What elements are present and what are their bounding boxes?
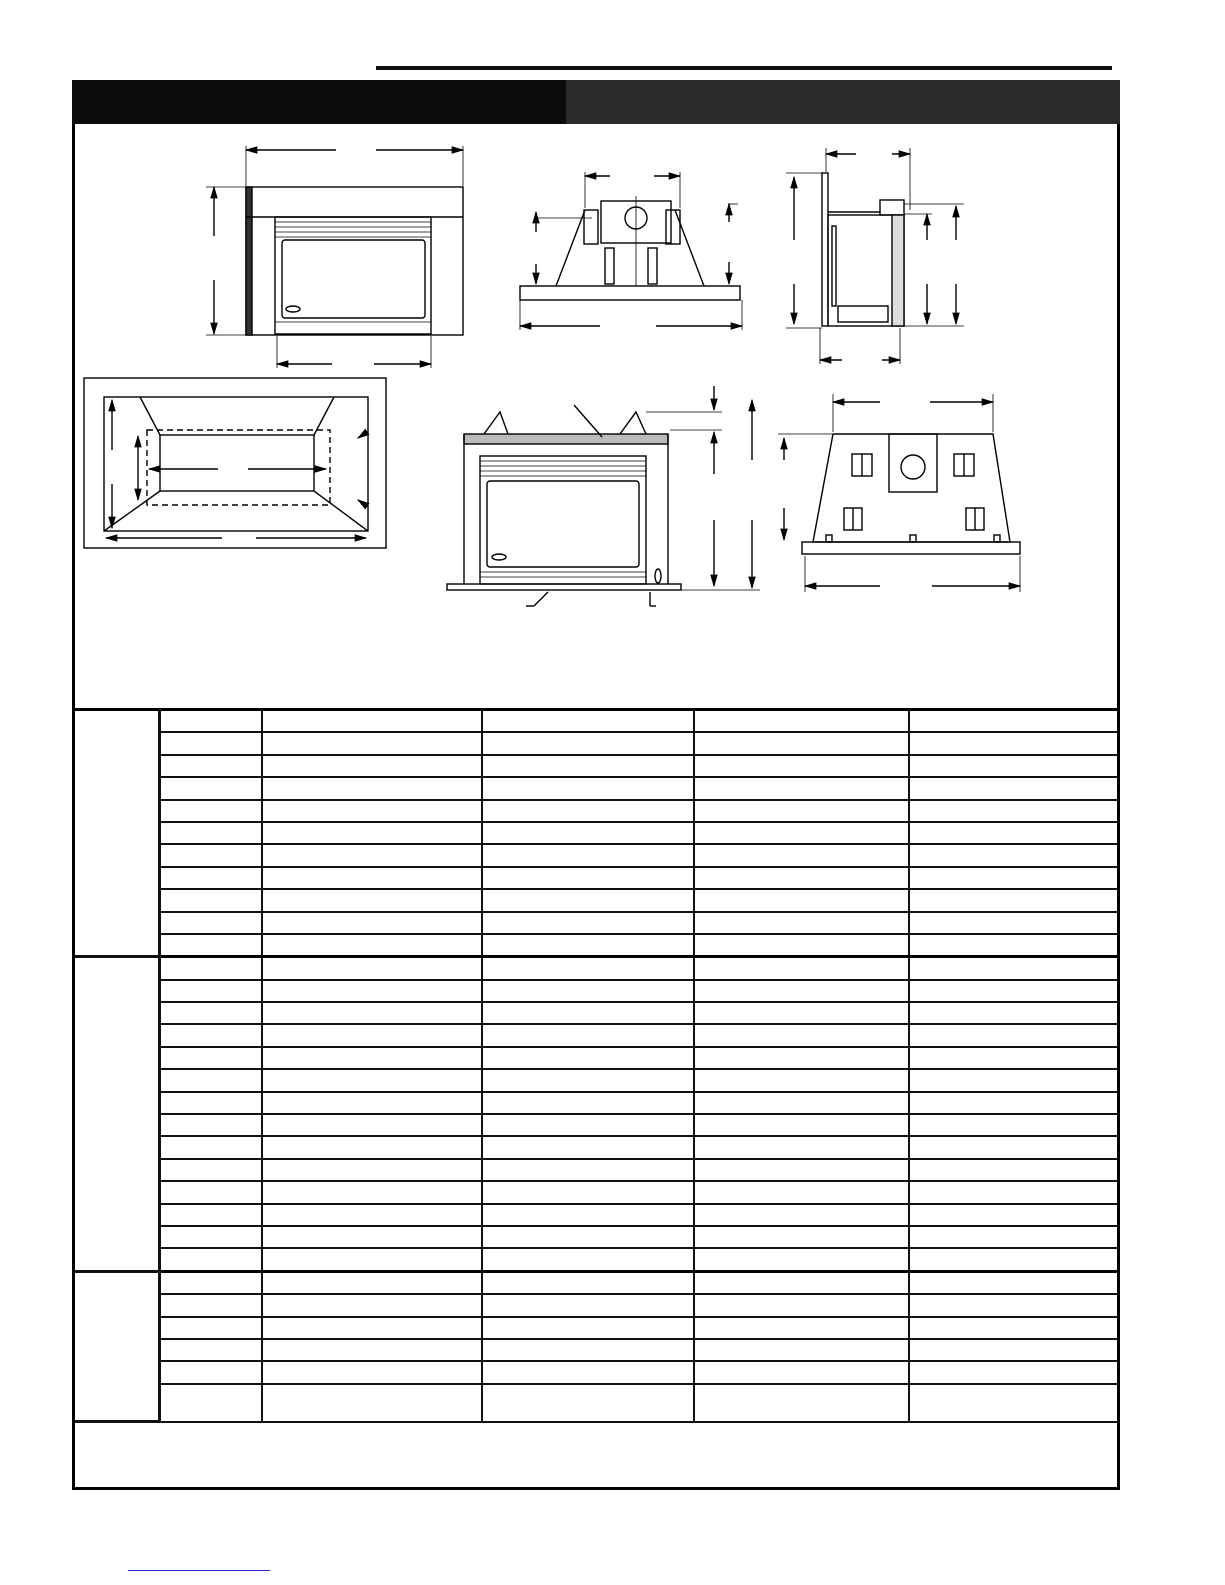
table-cell bbox=[694, 889, 909, 911]
table-row bbox=[75, 732, 1117, 754]
table-cell bbox=[159, 1159, 262, 1181]
table-cell bbox=[262, 889, 482, 911]
table-cell bbox=[262, 777, 482, 799]
table-cell bbox=[262, 1361, 482, 1383]
table-cell bbox=[482, 867, 694, 889]
table-cell bbox=[159, 1114, 262, 1136]
table-row bbox=[75, 1384, 1117, 1422]
table-cell bbox=[159, 844, 262, 866]
top-rule bbox=[376, 66, 1112, 70]
table-cell bbox=[482, 1384, 694, 1422]
table-cell bbox=[482, 1002, 694, 1024]
table-cell bbox=[909, 1294, 1117, 1316]
table-cell bbox=[909, 1317, 1117, 1339]
table-cell bbox=[909, 1092, 1117, 1114]
table-cell bbox=[262, 1204, 482, 1226]
table-row bbox=[75, 777, 1117, 799]
table-cell bbox=[482, 1294, 694, 1316]
table-cell bbox=[694, 755, 909, 777]
table-cell bbox=[694, 1317, 909, 1339]
table-cell bbox=[909, 1361, 1117, 1383]
table-cell bbox=[262, 1384, 482, 1422]
table-row bbox=[75, 822, 1117, 844]
table-cell bbox=[482, 1136, 694, 1158]
table-cell bbox=[694, 1136, 909, 1158]
table-cell bbox=[909, 867, 1117, 889]
table-cell bbox=[159, 800, 262, 822]
table-cell bbox=[262, 1002, 482, 1024]
table-cell bbox=[482, 1047, 694, 1069]
table-cell bbox=[694, 1271, 909, 1294]
table-cell bbox=[694, 1339, 909, 1361]
table-cell bbox=[909, 1024, 1117, 1046]
table-cell bbox=[909, 1159, 1117, 1181]
rear-view-drawing bbox=[778, 394, 1020, 592]
table-cell bbox=[909, 822, 1117, 844]
section-label bbox=[75, 1271, 159, 1421]
table-cell bbox=[909, 1204, 1117, 1226]
table-cell bbox=[159, 1384, 262, 1422]
table-cell bbox=[694, 1092, 909, 1114]
table-cell bbox=[909, 755, 1117, 777]
table-row bbox=[75, 934, 1117, 957]
table-cell bbox=[694, 1384, 909, 1422]
table-cell bbox=[694, 1114, 909, 1136]
table-row bbox=[75, 1092, 1117, 1114]
table-cell bbox=[482, 1024, 694, 1046]
table-row bbox=[75, 800, 1117, 822]
table-cell bbox=[694, 934, 909, 957]
table-cell bbox=[262, 1092, 482, 1114]
table-cell bbox=[909, 1339, 1117, 1361]
table-cell bbox=[694, 800, 909, 822]
table-cell bbox=[909, 777, 1117, 799]
table-cell bbox=[482, 1248, 694, 1271]
table-cell bbox=[482, 1204, 694, 1226]
section-label bbox=[75, 957, 159, 1271]
table-cell bbox=[262, 1159, 482, 1181]
table-row bbox=[75, 1294, 1117, 1316]
table-row bbox=[75, 1181, 1117, 1203]
table-cell bbox=[262, 1339, 482, 1361]
table-cell bbox=[262, 934, 482, 957]
table-cell bbox=[159, 1271, 262, 1294]
table-cell bbox=[694, 1226, 909, 1248]
table-cell bbox=[262, 912, 482, 934]
table-row bbox=[75, 1024, 1117, 1046]
table-cell bbox=[482, 1339, 694, 1361]
table-cell bbox=[262, 1271, 482, 1294]
top-view-drawing bbox=[520, 172, 742, 330]
table-row bbox=[75, 1226, 1117, 1248]
table-cell bbox=[262, 1024, 482, 1046]
table-cell bbox=[159, 1317, 262, 1339]
table-cell bbox=[909, 912, 1117, 934]
table-cell bbox=[909, 889, 1117, 911]
table-cell bbox=[262, 867, 482, 889]
table-cell bbox=[694, 822, 909, 844]
front-view-drawing bbox=[206, 146, 463, 368]
table-cell bbox=[262, 1317, 482, 1339]
dimension-drawings bbox=[72, 124, 1120, 708]
table-cell bbox=[694, 1024, 909, 1046]
table-row bbox=[75, 844, 1117, 866]
table-cell bbox=[694, 1361, 909, 1383]
table-cell bbox=[482, 1361, 694, 1383]
table-cell bbox=[909, 980, 1117, 1002]
table-cell bbox=[694, 1047, 909, 1069]
table-cell bbox=[159, 957, 262, 980]
table-cell bbox=[694, 732, 909, 754]
table-cell bbox=[909, 1047, 1117, 1069]
table-cell bbox=[159, 710, 262, 733]
table-cell bbox=[694, 1002, 909, 1024]
table-cell bbox=[159, 1181, 262, 1203]
table-cell bbox=[909, 1069, 1117, 1091]
table-row bbox=[75, 867, 1117, 889]
table-cell bbox=[909, 1114, 1117, 1136]
table-row bbox=[75, 1248, 1117, 1271]
table-cell bbox=[159, 889, 262, 911]
table-cell bbox=[262, 1294, 482, 1316]
table-cell bbox=[262, 1047, 482, 1069]
table-cell bbox=[482, 934, 694, 957]
table-cell bbox=[159, 1047, 262, 1069]
table-cell bbox=[909, 800, 1117, 822]
installed-view-drawing bbox=[447, 386, 760, 606]
table-row bbox=[75, 1204, 1117, 1226]
table-cell bbox=[262, 1248, 482, 1271]
table-cell bbox=[482, 980, 694, 1002]
table-row bbox=[75, 980, 1117, 1002]
table-cell bbox=[159, 1024, 262, 1046]
table-cell bbox=[694, 1069, 909, 1091]
table-cell bbox=[482, 732, 694, 754]
table-cell bbox=[262, 1181, 482, 1203]
table-cell bbox=[262, 732, 482, 754]
table-cell bbox=[694, 1159, 909, 1181]
table-cell bbox=[482, 755, 694, 777]
table-cell bbox=[909, 732, 1117, 754]
table-cell bbox=[262, 1069, 482, 1091]
table-cell bbox=[159, 1002, 262, 1024]
table-cell bbox=[694, 1248, 909, 1271]
table-row bbox=[75, 1317, 1117, 1339]
table-cell bbox=[482, 1226, 694, 1248]
table-row bbox=[75, 1069, 1117, 1091]
table-cell bbox=[482, 912, 694, 934]
table-cell bbox=[159, 1294, 262, 1316]
table-cell bbox=[159, 1339, 262, 1361]
table-cell bbox=[159, 1136, 262, 1158]
table-cell bbox=[909, 1181, 1117, 1203]
table-cell bbox=[159, 912, 262, 934]
table-cell bbox=[909, 1384, 1117, 1422]
header-bar bbox=[72, 80, 1120, 124]
table-cell bbox=[482, 800, 694, 822]
table-cell bbox=[262, 755, 482, 777]
table-cell bbox=[909, 957, 1117, 980]
table-cell bbox=[262, 957, 482, 980]
table-cell bbox=[262, 1114, 482, 1136]
table-cell bbox=[159, 755, 262, 777]
header-title-block bbox=[72, 80, 566, 124]
table-cell bbox=[482, 1271, 694, 1294]
footer-link[interactable] bbox=[128, 1570, 270, 1571]
section-label bbox=[75, 710, 159, 957]
specifications-table bbox=[75, 708, 1117, 1423]
table-cell bbox=[159, 1204, 262, 1226]
table-cell bbox=[694, 1294, 909, 1316]
table-cell bbox=[482, 822, 694, 844]
table-cell bbox=[694, 777, 909, 799]
table-cell bbox=[909, 1226, 1117, 1248]
table-cell bbox=[909, 1002, 1117, 1024]
table-cell bbox=[482, 844, 694, 866]
table-cell bbox=[262, 710, 482, 733]
table-cell bbox=[482, 1092, 694, 1114]
table-cell bbox=[159, 1361, 262, 1383]
table-cell bbox=[482, 1159, 694, 1181]
table-cell bbox=[482, 1317, 694, 1339]
table-cell bbox=[694, 1181, 909, 1203]
table-row bbox=[75, 912, 1117, 934]
table-cell bbox=[482, 1069, 694, 1091]
table-cell bbox=[482, 957, 694, 980]
table-row bbox=[75, 1136, 1117, 1158]
side-view-drawing bbox=[786, 148, 964, 364]
table-cell bbox=[909, 1248, 1117, 1271]
table-row bbox=[75, 957, 1117, 980]
table-cell bbox=[262, 800, 482, 822]
table-cell bbox=[159, 1226, 262, 1248]
table-row bbox=[75, 710, 1117, 733]
table-cell bbox=[159, 822, 262, 844]
table-cell bbox=[694, 1204, 909, 1226]
table-cell bbox=[262, 844, 482, 866]
table-row bbox=[75, 1159, 1117, 1181]
table-cell bbox=[694, 844, 909, 866]
table-cell bbox=[694, 957, 909, 980]
table-cell bbox=[262, 1226, 482, 1248]
table-row bbox=[75, 1114, 1117, 1136]
table-cell bbox=[694, 867, 909, 889]
table-cell bbox=[482, 1114, 694, 1136]
table-row bbox=[75, 755, 1117, 777]
table-cell bbox=[482, 777, 694, 799]
table-cell bbox=[482, 710, 694, 733]
table-cell bbox=[694, 710, 909, 733]
table-cell bbox=[159, 934, 262, 957]
table-cell bbox=[159, 980, 262, 1002]
table-row bbox=[75, 1047, 1117, 1069]
table-row bbox=[75, 1002, 1117, 1024]
table-cell bbox=[909, 710, 1117, 733]
table-cell bbox=[909, 1271, 1117, 1294]
table-cell bbox=[159, 1248, 262, 1271]
table-cell bbox=[159, 732, 262, 754]
table-cell bbox=[159, 777, 262, 799]
table-cell bbox=[159, 867, 262, 889]
table-cell bbox=[909, 934, 1117, 957]
table-cell bbox=[262, 1136, 482, 1158]
table-cell bbox=[482, 1181, 694, 1203]
table-cell bbox=[159, 1092, 262, 1114]
table-cell bbox=[694, 912, 909, 934]
table-row bbox=[75, 889, 1117, 911]
table-cell bbox=[262, 980, 482, 1002]
table-row bbox=[75, 1361, 1117, 1383]
table-cell bbox=[909, 1136, 1117, 1158]
table-row bbox=[75, 1271, 1117, 1294]
table-row bbox=[75, 1339, 1117, 1361]
table-cell bbox=[694, 980, 909, 1002]
table-cell bbox=[909, 844, 1117, 866]
table-cell bbox=[482, 889, 694, 911]
table-cell bbox=[159, 1069, 262, 1091]
table-cell bbox=[262, 822, 482, 844]
